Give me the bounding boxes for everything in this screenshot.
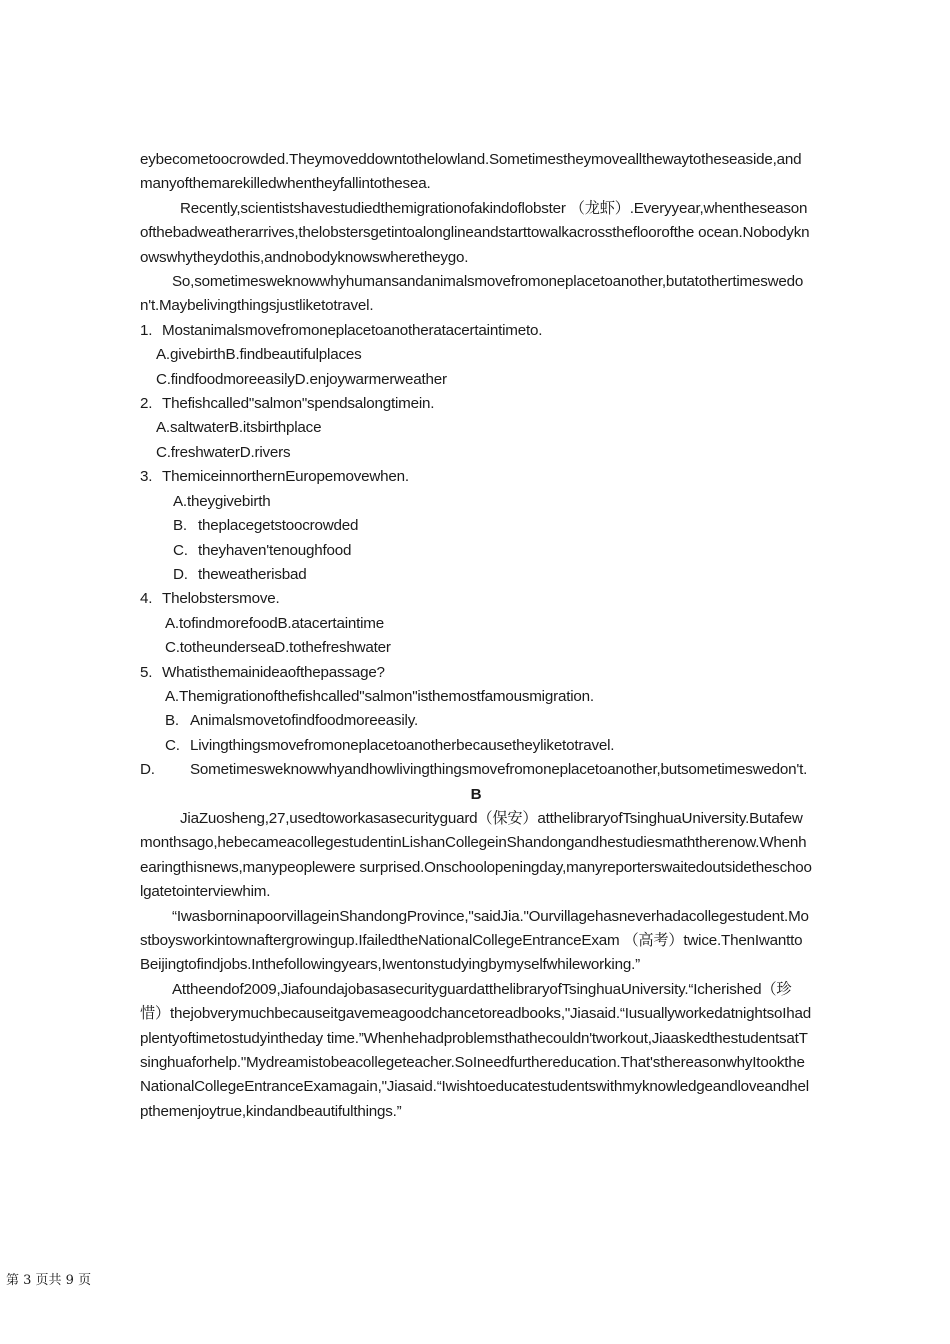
document-body: [140, 148, 812, 1124]
question-5: 5. Whatisthemainideaofthepassage? A.Themigrationofthefishcalled"salmon"isthemostfamousmigration. B. Animalsmovetofindfoodmoreeasily. C. Livingthingsmovefromoneplacetoanotherbecausetheyliketotravel. D. Sometimesweknowwhyandhowlivingthingsmovefromoneplacetoanother,butsometimeswedon't.: [140, 661, 812, 783]
passage-a-paragraph-1: eybecometoocrowded.Theymoveddowntothelowland.Sometimestheymoveallthewaytotheseaside,andmanyofthemarekilledwhentheyfallintothesea.: [140, 151, 802, 193]
passage-a-paragraph-3: So,sometimesweknowwhyhumansandanimalsmovefromoneplacetoanother,butatothertimeswedon't.Maybelivingthingsjustliketotravel.: [140, 273, 804, 315]
option-a: A.Themigrationofthefishcalled"salmon"isthemostfamousmigration.: [165, 687, 594, 705]
question-stem: Thefishcalled"salmon"spendsalongtimein.: [162, 395, 435, 413]
passage-b-paragraph-2: “IwasborninapoorvillageinShandongProvince,"saidJia."Ourvillagehasneverhadacollegestudent.Mostboysworkintownaftergrowingup.IfailedtheNationalCollegeEntranceExam （高考）twice.ThenIwanttoBeijingtofindjobs.Inthefollowingyears,Iwentonstudyingbymyselfwhileworking.”: [140, 907, 809, 974]
option-d: D. theweatherisbad: [173, 565, 307, 583]
option-c: C. theyhaven'tenoughfood: [173, 541, 352, 559]
question-stem: Thelobstersmove.: [162, 590, 280, 608]
option-d: D. Sometimesweknowwhyandhowlivingthingsmovefromoneplacetoanother,butsometimeswedon't.: [140, 761, 808, 779]
option-line: C.freshwaterD.rivers: [156, 443, 291, 461]
option-line: C.findfoodmoreeasilyD.enjoywarmerweather: [156, 370, 447, 388]
question-1: 1. Mostanimalsmovefromoneplacetoanotheratacertaintimeto. A.givebirthB.findbeautifulplaces C.findfoodmoreeasilyD.enjoywarmerweather: [140, 319, 812, 392]
section-heading-b: B: [470, 785, 482, 803]
option-b: B. theplacegetstoocrowded: [173, 517, 359, 535]
option-a: A.theygivebirth: [173, 492, 271, 510]
option-line: A.tofindmorefoodB.atacertaintime: [165, 614, 385, 632]
passage-a-paragraph-2: Recently,scientistshavestudiedthemigrationofakindoflobster （龙虾）.Everyyear,whentheseasonofthebadweatherarrives,thelobstersgetintoalonglineandstarttowalkacrossthefloorofthe ocean.Nobodyknowswhytheydothis,andnobodyknowswheretheygo.: [140, 199, 810, 266]
passage-b-paragraph-3: Attheendof2009,JiafoundajobasasecurityguardatthelibraryofTsinghuaUniversity.“Icherished（珍惜）thejobverymuchbecauseitgavemeagoodchancetoreadbooks,"Jiasaid.“IusuallyworkedatnightsoIhadplentyoftimetostudyintheday time.”Whenhehadproblemsthathecouldn'tworkout,JiaaskedthestudentsatTsinghuaforhelp."Mydreamistobeacollegeteacher.SoIneedfurthereducation.That'sthereasonwhyItooktheNationalCollegeEntranceExamagain,"Jiasaid.“Iwishtoeducatestudentswithmyknowledgeandloveandhelpthemenjoytrue,kindandbeautifulthings.”: [140, 980, 812, 1120]
option-line: C.totheunderseaD.tothefreshwater: [165, 639, 391, 657]
question-4: 4. Thelobstersmove. A.tofindmorefoodB.atacertaintime C.totheunderseaD.tothefreshwater: [140, 587, 812, 660]
page-footer: 第 3 页共 9 页: [6, 1273, 92, 1288]
question-3: 3. ThemiceinnorthernEuropemovewhen. A.theygivebirth B. theplacegetstoocrowded C. theyhaven'tenoughfood D. theweatherisbad: [140, 465, 812, 587]
question-stem: ThemiceinnorthernEuropemovewhen.: [162, 468, 409, 486]
passage-b-paragraph-1: JiaZuosheng,27,usedtoworkasasecurityguard（保安）atthelibraryofTsinghuaUniversity.Butafewmonthsago,hebecameacollegestudentinLishanCollegeinShandongandhestudiesmaththerenow.Whenhearingthisnews,manypeoplewere surprised.Onschoolopeningday,manyreporterswaitedoutsidetheschoolgatetointerviewhim.: [140, 809, 812, 901]
question-stem: Mostanimalsmovefromoneplacetoanotheratacertaintimeto.: [162, 321, 543, 339]
option-b: B. Animalsmovetofindfoodmoreeasily.: [165, 712, 418, 730]
option-c: C. Livingthingsmovefromoneplacetoanotherbecausetheyliketotravel.: [165, 736, 615, 754]
option-line: A.givebirthB.findbeautifulplaces: [156, 346, 362, 364]
question-stem: Whatisthemainideaofthepassage?: [162, 663, 385, 681]
option-line: A.saltwaterB.itsbirthplace: [156, 419, 322, 437]
question-2: 2. Thefishcalled"salmon"spendsalongtimein. A.saltwaterB.itsbirthplace C.freshwaterD.rivers: [140, 392, 812, 465]
